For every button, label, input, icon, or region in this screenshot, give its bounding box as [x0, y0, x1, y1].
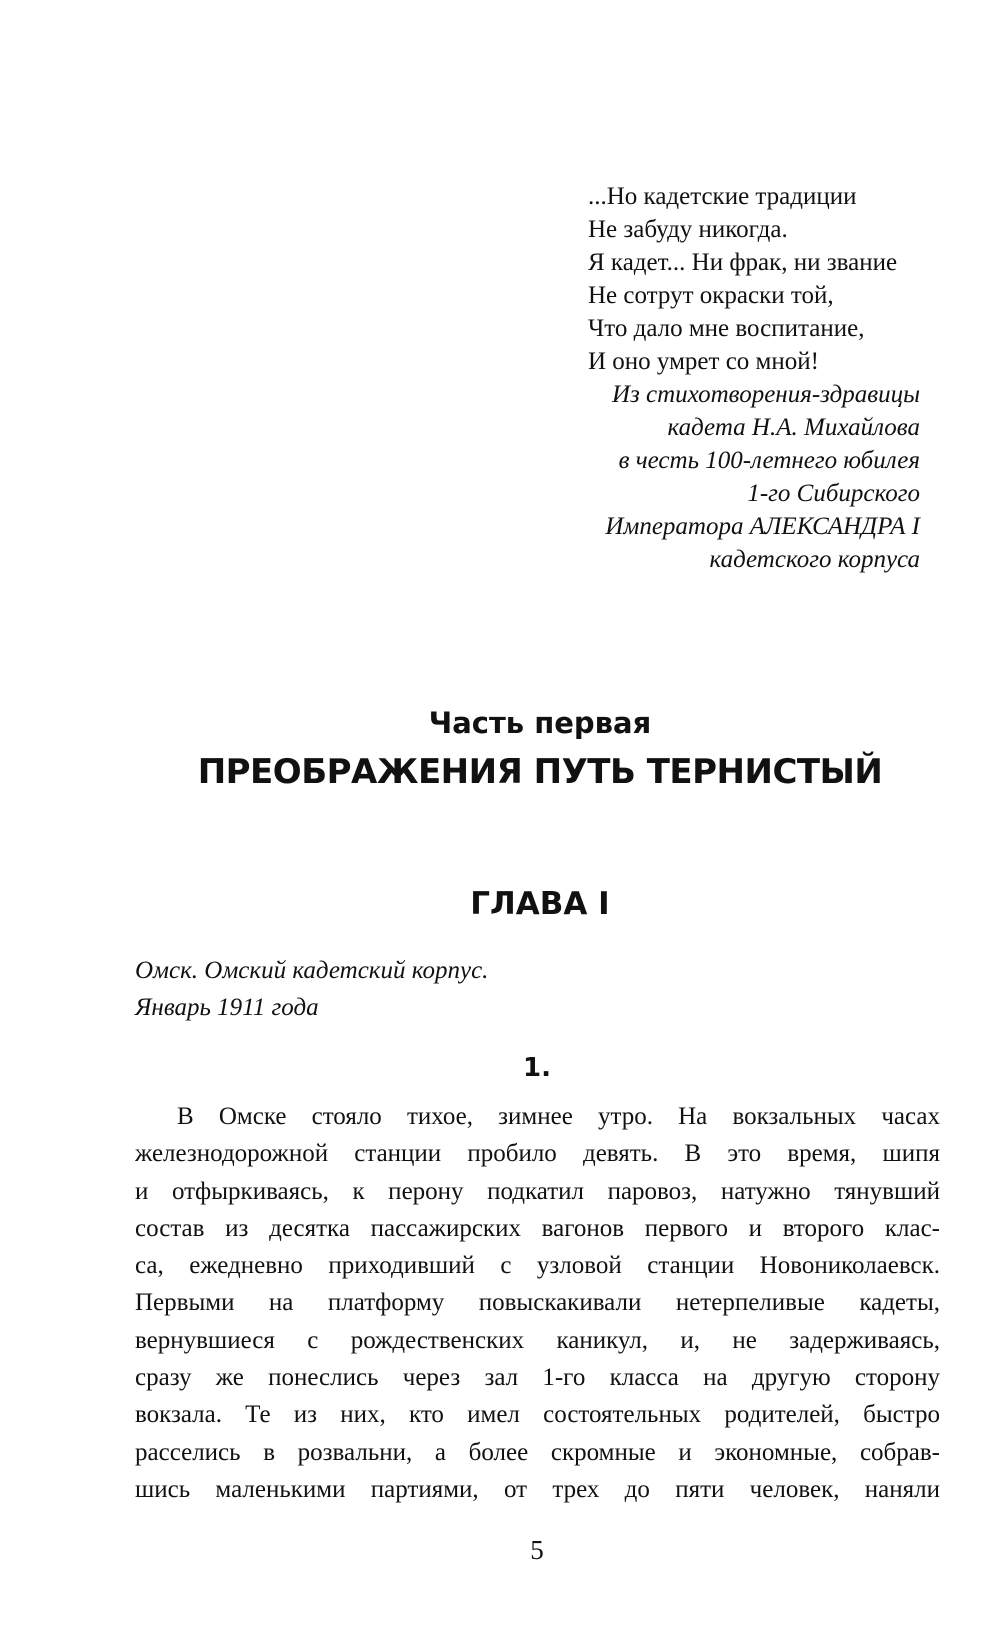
- part-title: ПРЕОБРАЖЕНИЯ ПУТЬ ТЕРНИСТЫЙ: [197, 752, 883, 792]
- epigraph-verse: [588, 180, 968, 378]
- part-label: Часть первая: [428, 706, 652, 740]
- body-line: сразу же понеслись через зал 1-го класса на другую сторону: [135, 1364, 940, 1392]
- verse-line: Я кадет... Ни фрак, ни звание: [588, 249, 898, 276]
- body-line: и отфыркиваясь, к перону подкатил паровоз, натужно тянувший: [135, 1177, 940, 1205]
- body-paragraph: [135, 1098, 940, 1508]
- body-line: шись маленькими партиями, от трех до пяти человек, наняли: [135, 1475, 940, 1503]
- setting-line: Омск. Омский кадетский корпус.: [135, 957, 489, 984]
- page-number: 5: [530, 1535, 544, 1565]
- section-number: 1.: [523, 1053, 551, 1083]
- attribution-line: 1-го Сибирского: [747, 480, 920, 507]
- epigraph-attribution: [588, 378, 968, 576]
- attribution-line: Императора АЛЕКСАНДРА I: [605, 513, 920, 540]
- body-line: В Омске стояло тихое, зимнее утро. На вокзальных часах: [177, 1103, 940, 1130]
- attribution-line: Из стихотворения-здравицы: [611, 381, 920, 408]
- attribution-line: кадета Н.А. Михайлова: [667, 414, 920, 441]
- verse-line: ...Но кадетские традиции: [588, 183, 857, 210]
- chapter-title: ГЛАВА I: [470, 886, 610, 922]
- body-line: Первыми на платформу повыскакивали нетерпеливые кадеты,: [135, 1289, 940, 1317]
- body-line: са, ежедневно приходивший с узловой станции Новониколаевск.: [135, 1252, 940, 1280]
- setting-line: Январь 1911 года: [135, 994, 319, 1021]
- chapter-setting: [135, 952, 835, 1026]
- body-line: расселись в розвальни, а более скромные и экономные, собрав-: [135, 1438, 940, 1466]
- verse-line: Не сотрут окраски той,: [588, 282, 834, 309]
- body-line: состав из десятка пассажирских вагонов первого и второго клас-: [135, 1214, 940, 1242]
- body-line: вернувшиеся с рождественских каникул, и, не задерживаясь,: [135, 1326, 940, 1354]
- verse-line: Что дало мне воспитание,: [588, 315, 865, 342]
- epigraph: [588, 180, 968, 576]
- verse-line: Не забуду никогда.: [588, 216, 788, 243]
- verse-line: И оно умрет со мной!: [588, 348, 819, 375]
- body-line: железнодорожной станции пробило девять. В это время, шипя: [135, 1140, 940, 1168]
- attribution-line: кадетского корпуса: [709, 546, 920, 573]
- body-line: вокзала. Те из них, кто имел состоятельных родителей, быстро: [135, 1401, 940, 1429]
- attribution-line: в честь 100-летнего юбилея: [618, 447, 920, 474]
